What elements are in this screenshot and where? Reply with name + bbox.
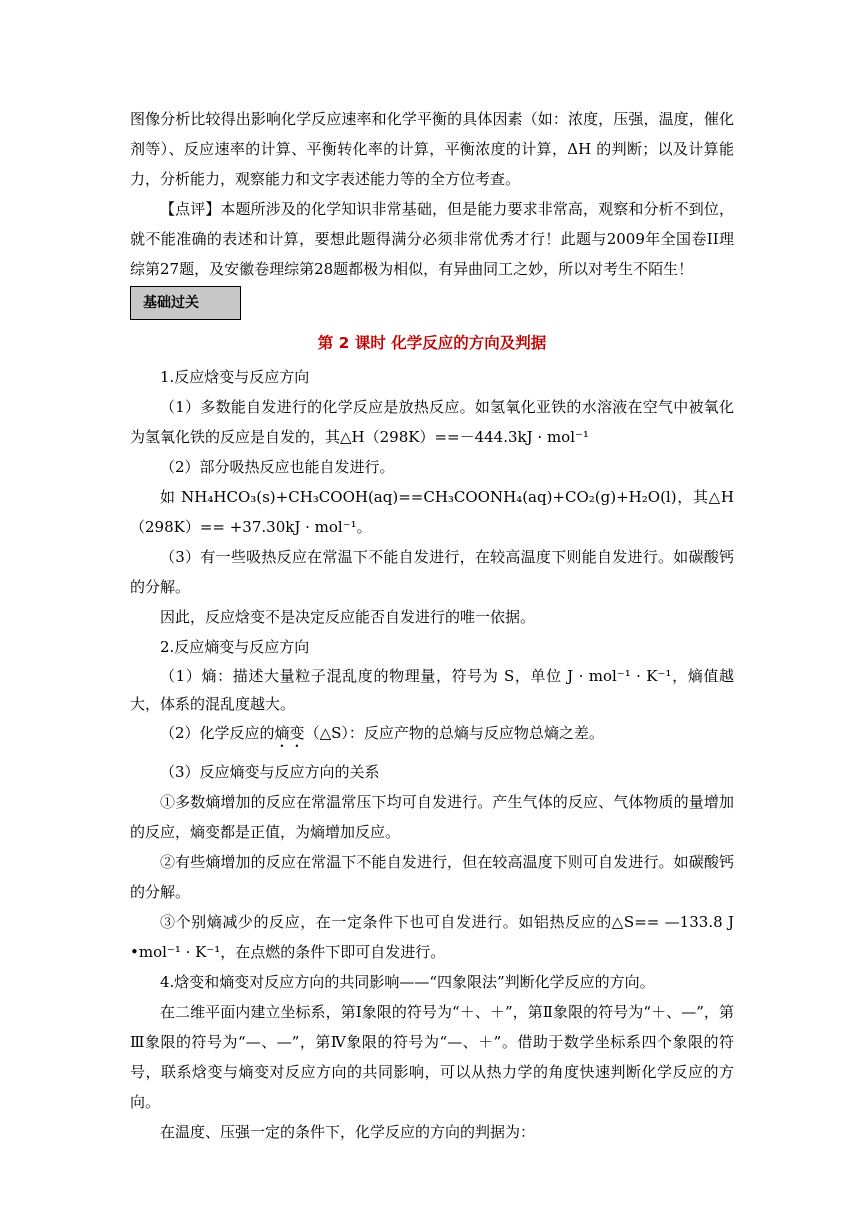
s1-conclusion: 因此，反应焓变不是决定反应能否自发进行的唯一依据。 [160, 608, 536, 626]
s4-paragraph-1: 在二维平面内建立坐标系，第Ⅰ象限的符号为“＋、＋”，第Ⅱ象限的符号为“＋、—”，第Ⅲ象限的符号为“—、—”，第Ⅳ象限的符号为“—、＋”。借助于数学坐标系四个象限的符号，联系焓变与熵变对反应方向的共同影响，可以从热力学的角度快速判断化学反应的方向。 [130, 1003, 734, 1111]
intro-paragraph: 图像分析比较得出影响化学反应速率和化学平衡的具体因素（如：浓度，压强，温度，催化剂等）、反应速率的计算、平衡转化率的计算，平衡浓度的计算，ΔH 的判断；以及计算能力，分析能力，观察能力和文字表述能力等的全方位考查。 [130, 110, 734, 188]
s2-paragraph-2 [130, 718, 734, 751]
section-label-box: 基础过关 [130, 286, 241, 320]
s1-paragraph-1: （1）多数能自发进行的化学反应是放热反应。如氢氧化亚铁的水溶液在空气中被氧化为氢氧化铁的反应是自发的，其△H（298K）==－444.3kJ · mol⁻¹ [130, 398, 734, 446]
document-page [130, 104, 734, 1147]
s1-equation-paragraph: 如 NH₄HCO₃(s)+CH₃COOH(aq)==CH₃COONH₄(aq)+CO₂(g)+H₂O(l)，其△H（298K）== +37.30kJ · mol⁻¹。 [130, 488, 734, 536]
s2-heading: 2.反应熵变与反应方向 [160, 638, 310, 656]
s1-heading: 1.反应焓变与反应方向 [160, 368, 310, 386]
s4-heading: 4.焓变和熵变对反应方向的共同影响——“四象限法”判断化学反应的方向。 [160, 973, 655, 991]
s2-paragraph-1: （1）熵：描述大量粒子混乱度的物理量，符号为 S，单位 J · mol⁻¹ · K⁻¹，熵值越大，体系的混乱度越大。 [130, 667, 734, 713]
s2-paragraph-4: ①多数熵增加的反应在常温常压下均可自发进行。产生气体的反应、气体物质的量增加的反应，熵变都是正值，为熵增加反应。 [130, 793, 734, 841]
s2-p2-prefix: （2）化学反应的 [160, 724, 275, 742]
lesson-title: 第 2 课时 化学反应的方向及判据 [317, 334, 547, 352]
s2-paragraph-6: ③个别熵减少的反应，在一定条件下也可自发进行。如铝热反应的△S== —133.8 J •mol⁻¹ · K⁻¹，在点燃的条件下即可自发进行。 [130, 913, 734, 961]
s1-paragraph-4: （3）有一些吸热反应在常温下不能自发进行，在较高温度下则能自发进行。如碳酸钙的分解。 [130, 548, 734, 596]
review-paragraph: 【点评】本题所涉及的化学知识非常基础，但是能力要求非常高，观察和分析不到位，就不能准确的表述和计算，要想此题得满分必须非常优秀才行！此题与2009年全国卷II理综第27题，及安徽卷理综第28题都极为相似，有异曲同工之妙，所以对考生不陌生！ [130, 200, 734, 278]
s2-paragraph-5: ②有些熵增加的反应在常温下不能自发进行，但在较高温度下则可自发进行。如碳酸钙的分解。 [130, 853, 734, 901]
s2-paragraph-3: （3）反应熵变与反应方向的关系 [160, 763, 380, 781]
s4-paragraph-2: 在温度、压强一定的条件下，化学反应的方向的判据为： [160, 1123, 536, 1141]
s2-p2-emphasis: 熵变 [274, 724, 305, 742]
s1-paragraph-2: （2）部分吸热反应也能自发进行。 [160, 458, 395, 476]
s2-p2-suffix: （△S）：反应产物的总熵与反应物总熵之差。 [304, 724, 604, 742]
